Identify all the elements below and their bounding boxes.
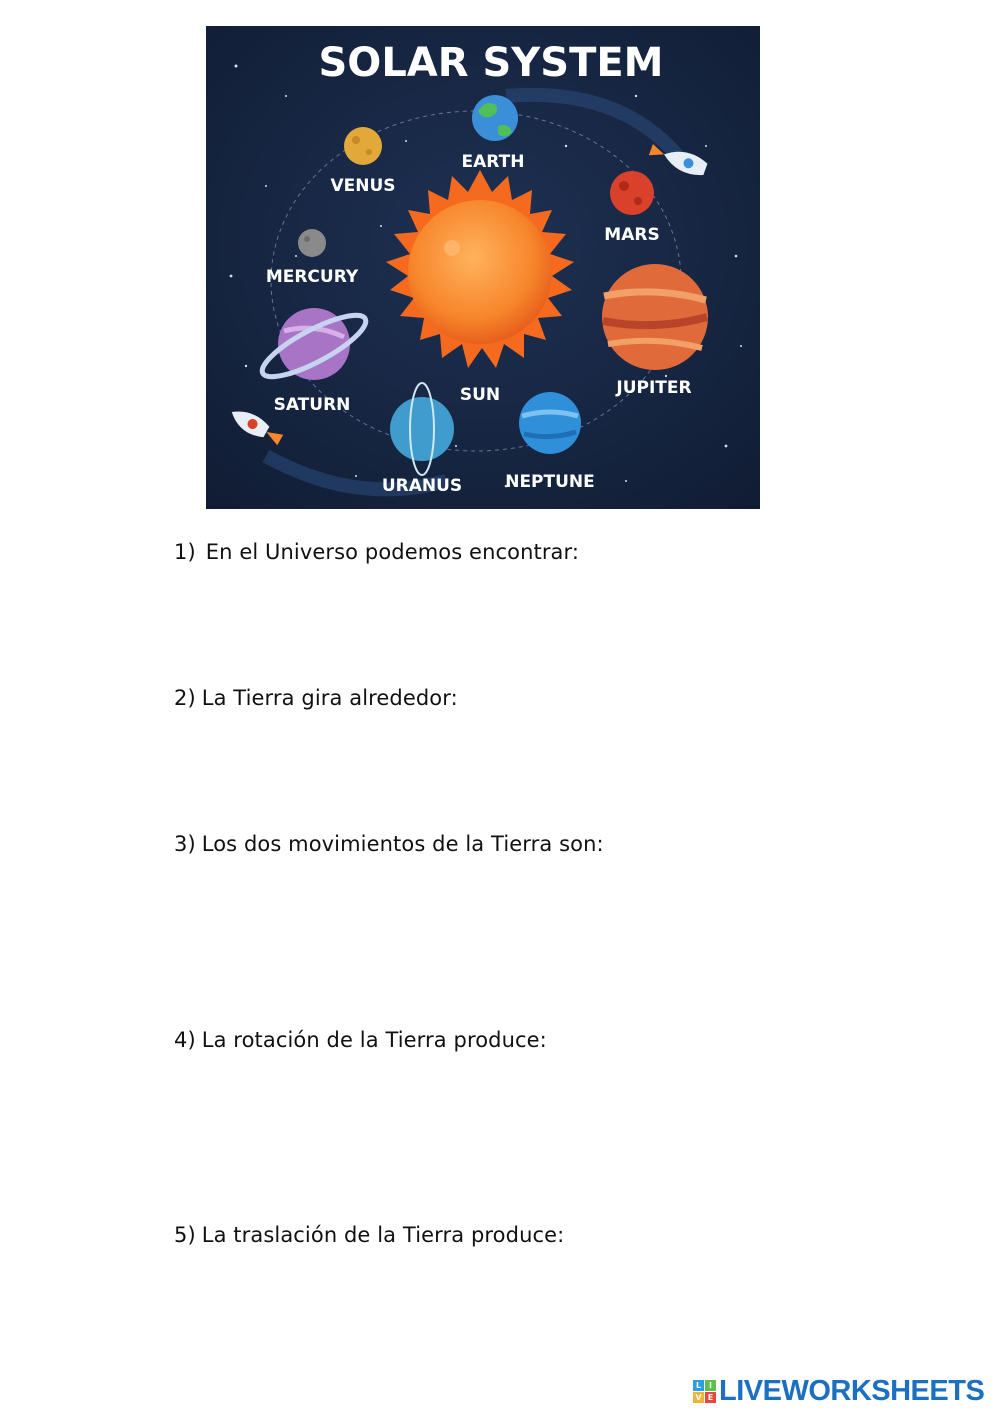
label-venus: VENUS — [330, 176, 396, 196]
venus-planet — [344, 127, 382, 165]
label-earth: EARTH — [461, 152, 525, 172]
label-jupiter: JUPITER — [616, 378, 692, 398]
illustration-title: SOLAR SYSTEM — [318, 40, 664, 86]
label-neptune: NEPTUNE — [505, 472, 595, 492]
label-uranus: URANUS — [381, 476, 463, 496]
question-text: Los dos movimientos de la Tierra son: — [201, 832, 604, 856]
neptune-planet — [519, 392, 581, 454]
label-mercury: MERCURY — [265, 267, 359, 287]
logo-tile-v: V — [693, 1392, 704, 1403]
question-1 — [174, 540, 579, 564]
liveworksheets-logo-icon — [693, 1380, 716, 1403]
question-number: 1) — [174, 540, 196, 564]
logo-tile-i: I — [705, 1380, 716, 1391]
solar-system-illustration — [206, 26, 760, 509]
label-sun: SUN — [459, 385, 501, 405]
question-number: 2) — [174, 686, 196, 710]
question-2 — [174, 686, 458, 710]
question-5 — [174, 1223, 564, 1247]
question-text: En el Universo podemos encontrar: — [205, 540, 580, 564]
question-4 — [174, 1028, 547, 1052]
question-number: 3) — [174, 832, 196, 856]
question-number: 5) — [174, 1223, 196, 1247]
logo-tile-l: L — [693, 1380, 704, 1391]
mercury-planet — [298, 229, 326, 257]
question-3 — [174, 832, 604, 856]
jupiter-planet — [602, 264, 708, 370]
label-saturn: SATURN — [273, 395, 351, 415]
label-mars: MARS — [604, 225, 660, 245]
question-text: La rotación de la Tierra produce: — [201, 1028, 547, 1052]
logo-tile-e: E — [705, 1392, 716, 1403]
liveworksheets-brand-text: LIVEWORKSHEETS — [719, 1374, 985, 1407]
earth-planet — [472, 95, 518, 141]
liveworksheets-logo — [693, 1374, 984, 1408]
question-number: 4) — [174, 1028, 196, 1052]
mars-planet — [610, 171, 654, 215]
question-text: La Tierra gira alrededor: — [201, 686, 458, 710]
question-text: La traslación de la Tierra produce: — [201, 1223, 565, 1247]
